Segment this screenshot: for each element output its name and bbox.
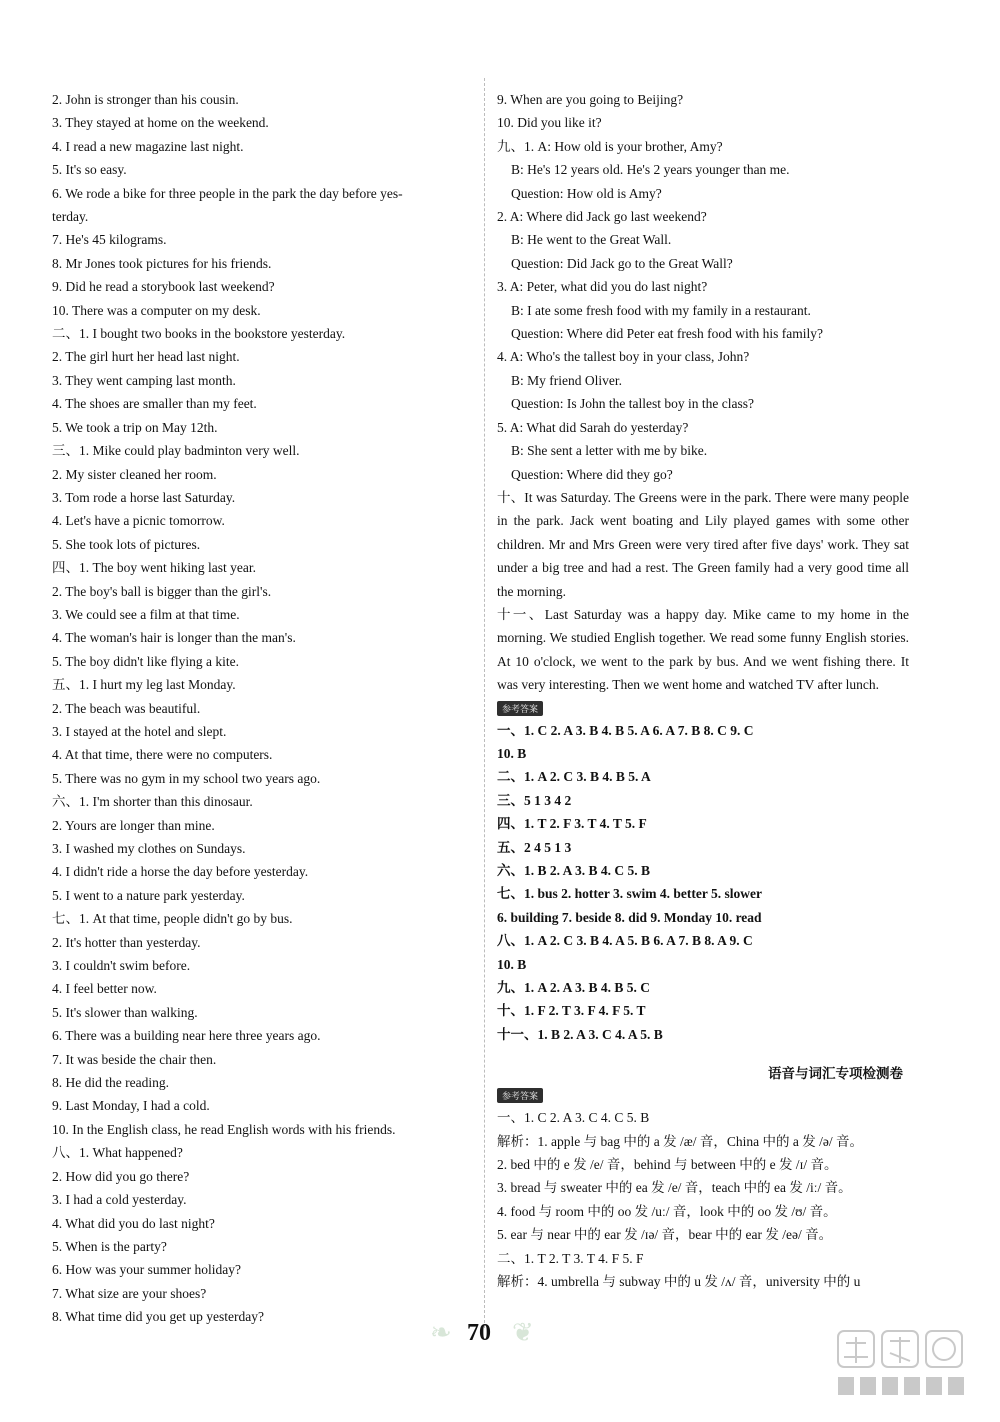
parse-lines [497, 1106, 909, 1293]
transcript-line: 4. A: Who's the tallest boy in your class, John? [497, 349, 750, 365]
transcript-line: 5. A: What did Sarah do yesterday? [497, 419, 689, 435]
section-title: 语音与词汇专项检测卷 [768, 1066, 903, 1083]
left-column [52, 88, 472, 1329]
transcript-line: 9. When are you going to Beijing? [497, 92, 684, 107]
answer-line: 一、1. C 2. A 3. B 4. B 5. A 6. A 7. B 8. C 9. C [497, 722, 754, 738]
page-number: 70 [467, 1320, 491, 1346]
left-line: 2. The girl hurt her head last night. [52, 349, 240, 365]
left-line: 4. I didn't ride a horse the day before yesterday. [52, 864, 309, 880]
left-line: terday. [52, 209, 89, 225]
watermark-logo [830, 1325, 980, 1405]
right-column [497, 88, 909, 1294]
left-line: 4. Let's have a picnic tomorrow. [52, 513, 225, 529]
answer-line: 四、1. T 2. F 3. T 4. T 5. F [497, 816, 647, 832]
left-line: 7. It was beside the chair then. [52, 1051, 217, 1067]
leaf-decoration-right-icon: ❦ [512, 1318, 534, 1347]
transcript-line: Question: How old is Amy? [511, 185, 662, 201]
transcript-line: B: He went to the Great Wall. [511, 232, 672, 248]
left-line: 6. How was your summer holiday? [52, 1262, 241, 1278]
parse-line: 解析：4. umbrella 与 subway 中的 u 发 /ʌ/ 音，university 中的 u [497, 1274, 861, 1290]
transcript-line: Question: Is John the tallest boy in the class? [511, 396, 754, 412]
answer-line: 10. B [497, 745, 527, 761]
transcript-line: Question: Did Jack go to the Great Wall? [511, 255, 733, 271]
answer-line: 十、1. F 2. T 3. F 4. F 5. T [497, 1003, 646, 1019]
left-line: 4. I read a new magazine last night. [52, 138, 244, 154]
left-line: 3. I couldn't swim before. [52, 958, 191, 974]
left-line: 8. Mr Jones took pictures for his friends. [52, 255, 272, 271]
answer-line: 六、1. B 2. A 3. B 4. C 5. B [497, 863, 651, 878]
left-line: 4. The shoes are smaller than my feet. [52, 396, 257, 412]
left-line: 6. There was a building near here three years ago. [52, 1028, 321, 1044]
parse-line: 5. ear 与 near 中的 ear 发 /ɪə/ 音，bear 中的 ear 发 /eə/ 音。 [497, 1227, 833, 1243]
left-line: 2. Yours are longer than mine. [52, 817, 215, 833]
answer-key-lines [497, 719, 909, 1047]
left-line: 4. What did you do last night? [52, 1215, 215, 1231]
left-line: 5. There was no gym in my school two years ago. [52, 770, 321, 786]
answer-line: 6. building 7. beside 8. did 9. Monday 10. read [497, 909, 762, 925]
left-line: 3. They stayed at home on the weekend. [52, 115, 269, 131]
left-line: 3. Tom rode a horse last Saturday. [52, 489, 236, 505]
left-line: 2. The beach was beautiful. [52, 700, 201, 716]
left-line: 3. I washed my clothes on Sundays. [52, 841, 246, 856]
paragraph-section-11: 十一、Last Saturday was a happy day. Mike came to my home in the morning. We studied English together. We read some funny English stories. At 10 o'clock, we went to the park by bus. And we went fishing there. It was very interesting. Then we went home and watched TV after lunch. [497, 606, 909, 693]
answer-key-badge-2: 参考答案 [497, 1088, 543, 1103]
left-line: 4. The woman's hair is longer than the man's. [52, 630, 296, 646]
left-line: 3. I stayed at the hotel and slept. [52, 723, 227, 739]
answer-line: 五、2 4 5 1 3 [497, 839, 572, 855]
left-line: 8. He did the reading. [52, 1075, 169, 1091]
left-line: 2. John is stronger than his cousin. [52, 92, 239, 107]
left-line: 5. It's slower than walking. [52, 1004, 198, 1020]
left-line: 四、1. The boy went hiking last year. [52, 560, 256, 576]
transcript-line: 九、1. A: How old is your brother, Amy? [497, 138, 723, 154]
parse-line: 二、1. T 2. T 3. T 4. F 5. F [497, 1250, 644, 1266]
paragraph-section-10: 十、It was Saturday. The Greens were in the park. There were many people in the park. Jack went boating and Lily played games with some other children. Mr and Mrs Green were very tired after five days' work. They sat under a big tree and had a rest. The Green family had a very good time all the morning. [497, 489, 909, 599]
transcript-line: B: My friend Oliver. [511, 372, 622, 388]
left-line: 2. How did you go there? [52, 1168, 190, 1184]
left-line: 9. Did he read a storybook last weekend? [52, 279, 275, 295]
left-line: 5. It's so easy. [52, 162, 127, 178]
left-line: 7. What size are your shoes? [52, 1285, 207, 1301]
left-line: 3. We could see a film at that time. [52, 606, 240, 622]
answer-line: 三、5 1 3 4 2 [497, 792, 572, 808]
left-line: 7. He's 45 kilograms. [52, 232, 167, 248]
transcript-line: 3. A: Peter, what did you do last night? [497, 279, 708, 295]
left-line: 10. In the English class, he read English words with his friends. [52, 1121, 396, 1137]
left-line: 6. We rode a bike for three people in the park the day before yes- [52, 185, 403, 201]
listening-transcript-lines [497, 88, 909, 486]
answer-line: 十一、1. B 2. A 3. C 4. A 5. B [497, 1026, 663, 1042]
left-line: 2. The boy's ball is bigger than the girl's. [52, 583, 272, 599]
parse-line: 4. food 与 room 中的 oo 发 /uː/ 音，look 中的 oo 发 /ʊ/ 音。 [497, 1203, 837, 1219]
answer-line: 八、1. A 2. C 3. B 4. A 5. B 6. A 7. B 8. A 9. C [497, 933, 753, 949]
left-line: 2. My sister cleaned her room. [52, 466, 217, 482]
parse-line: 一、1. C 2. A 3. C 4. C 5. B [497, 1110, 650, 1126]
parse-line: 3. bread 与 sweater 中的 ea 发 /e/ 音，teach 中的 ea 发 /iː/ 音。 [497, 1180, 852, 1196]
left-line: 3. They went camping last month. [52, 372, 236, 388]
leaf-decoration-left-icon: ❧ [430, 1318, 452, 1347]
answer-line: 10. B [497, 956, 527, 972]
transcript-line: Question: Where did they go? [511, 466, 673, 482]
left-line: 4. I feel better now. [52, 981, 157, 997]
column-divider [484, 78, 485, 1328]
left-line: 4. At that time, there were no computers. [52, 747, 273, 763]
transcript-line: B: She sent a letter with me by bike. [511, 443, 708, 459]
left-line: 5. She took lots of pictures. [52, 536, 201, 552]
left-line: 六、1. I'm shorter than this dinosaur. [52, 794, 253, 810]
left-line: 五、1. I hurt my leg last Monday. [52, 677, 236, 693]
left-line: 5. The boy didn't like flying a kite. [52, 653, 240, 669]
transcript-line: 10. Did you like it? [497, 115, 602, 131]
parse-line: 解析：1. apple 与 bag 中的 a 发 /æ/ 音，China 中的 a 发 /ə/ 音。 [497, 1133, 863, 1149]
left-line: 八、1. What happened? [52, 1145, 183, 1161]
parse-line: 2. bed 中的 e 发 /e/ 音，behind 与 between 中的 e 发 /ɪ/ 音。 [497, 1157, 838, 1173]
left-line: 2. It's hotter than yesterday. [52, 934, 201, 950]
left-line: 9. Last Monday, I had a cold. [52, 1098, 210, 1114]
transcript-line: 2. A: Where did Jack go last weekend? [497, 209, 707, 225]
answer-line: 九、1. A 2. A 3. B 4. B 5. C [497, 980, 651, 996]
left-line: 10. There was a computer on my desk. [52, 302, 261, 318]
left-line: 三、1. Mike could play badminton very well. [52, 443, 300, 459]
answer-line: 二、1. A 2. C 3. B 4. B 5. A [497, 769, 651, 785]
transcript-line: B: I ate some fresh food with my family in a restaurant. [511, 302, 811, 318]
left-line: 5. I went to a nature park yesterday. [52, 887, 245, 903]
left-line: 5. When is the party? [52, 1238, 167, 1254]
left-line: 8. What time did you get up yesterday? [52, 1309, 264, 1325]
answer-line: 七、1. bus 2. hotter 3. swim 4. better 5. slower [497, 886, 762, 902]
left-line: 5. We took a trip on May 12th. [52, 419, 218, 435]
transcript-line: Question: Where did Peter eat fresh food with his family? [511, 326, 824, 342]
answer-key-badge: 参考答案 [497, 701, 543, 716]
left-line: 七、1. At that time, people didn't go by bus. [52, 911, 293, 927]
left-line: 二、1. I bought two books in the bookstore yesterday. [52, 326, 346, 342]
left-line: 3. I had a cold yesterday. [52, 1192, 187, 1208]
transcript-line: B: He's 12 years old. He's 2 years younger than me. [511, 162, 790, 178]
